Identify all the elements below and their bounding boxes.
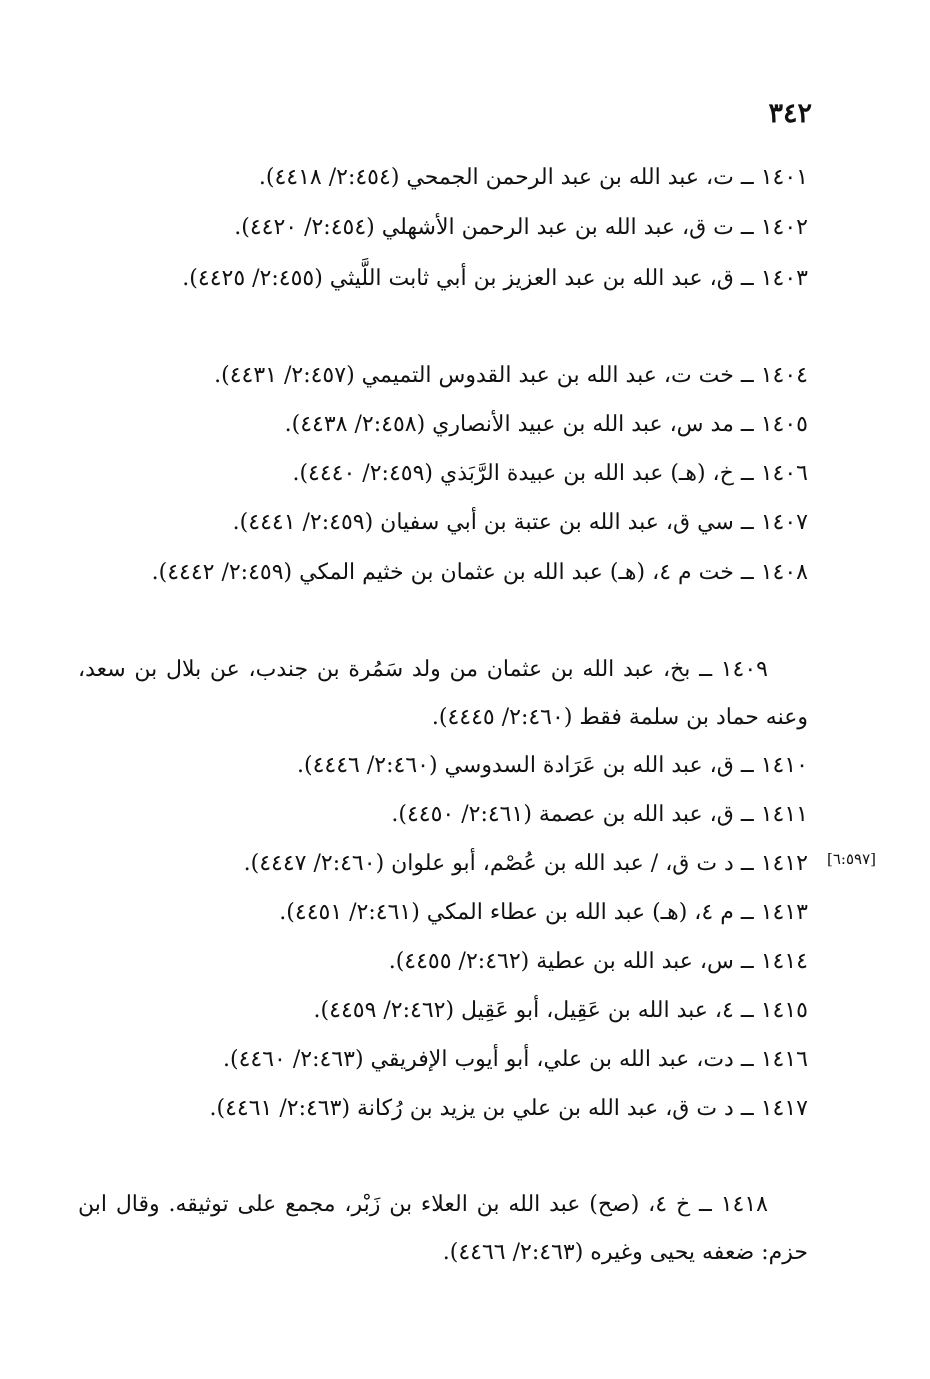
entry-1401: ١٤٠١ ــ ت، عبد الله بن عبد الرحمن الجمحي (٢:٤٥٤/ ٤٤١٨). — [258, 165, 808, 190]
entry-1402: ١٤٠٢ ــ ت ق، عبد الله بن عبد الرحمن الأشهلي (٢:٤٥٤/ ٤٤٢٠). — [234, 215, 808, 240]
entry-1414: ١٤١٤ ــ س، عبد الله بن عطية (٢:٤٦٢/ ٤٤٥٥). — [388, 949, 808, 974]
entry-1410: ١٤١٠ ــ ق، عبد الله بن عَرَادة السدوسي (٢:٤٦٠/ ٤٤٤٦). — [297, 753, 808, 778]
entry-1415: ١٤١٥ ــ ٤، عبد الله بن عَقِيل، أبو عَقِيل (٢:٤٦٢/ ٤٤٥٩). — [313, 998, 808, 1023]
entry-1416: ١٤١٦ ــ دت، عبد الله بن علي، أبو أيوب الإفريقي (٢:٤٦٣/ ٤٤٦٠). — [223, 1047, 808, 1072]
entry-1405: ١٤٠٥ ــ مد س، عبد الله بن عبيد الأنصاري (٢:٤٥٨/ ٤٤٣٨). — [284, 412, 808, 437]
entry-1417: ١٤١٧ ــ د ت ق، عبد الله بن علي بن يزيد بن رُكانة (٢:٤٦٣/ ٤٤٦١). — [209, 1096, 808, 1121]
entry-1407: ١٤٠٧ ــ سي ق، عبد الله بن عتبة بن أبي سفيان (٢:٤٥٩/ ٤٤٤١). — [232, 510, 808, 535]
entry-1409: ١٤٠٩ ــ بخ، عبد الله بن عثمان من ولد سَمُرة بن جندب، عن بلال بن سعد، وعنه حماد بن سلمة فقط (٢:٤٦٠/ ٤٤٤٥). — [78, 657, 808, 730]
margin-reference: [٦:٥٩٧] — [827, 850, 876, 868]
entry-1408: ١٤٠٨ ــ خت م ٤، (هـ) عبد الله بن عثمان بن خثيم المكي (٢:٤٥٩/ ٤٤٤٢). — [151, 560, 808, 585]
entry-1413: ١٤١٣ ــ م ٤، (هـ) عبد الله بن عطاء المكي (٢:٤٦١/ ٤٤٥١). — [279, 900, 808, 925]
entry-1411: ١٤١١ ــ ق، عبد الله بن عصمة (٢:٤٦١/ ٤٤٥٠). — [391, 802, 808, 827]
entry-1412: ١٤١٢ ــ د ت ق، / عبد الله بن عُصْم، أبو علوان (٢:٤٦٠/ ٤٤٤٧). — [243, 851, 808, 876]
entry-1403: ١٤٠٣ ــ ق، عبد الله بن عبد العزيز بن أبي ثابت اللَّيثي (٢:٤٥٥/ ٤٤٢٥). — [182, 266, 808, 291]
page-number: ٣٤٢ — [768, 98, 812, 129]
entry-1406: ١٤٠٦ ــ خ، (هـ) عبد الله بن عبيدة الرَّبَذي (٢:٤٥٩/ ٤٤٤٠). — [292, 461, 808, 486]
entry-1418: ١٤١٨ ــ خ ٤، (صح) عبد الله بن العلاء بن زَبْر، مجمع على توثيقه. وقال ابن حزم: ضعفه يحيى وغيره (٢:٤٦٣/ ٤٤٦٦). — [78, 1192, 808, 1265]
entry-1404: ١٤٠٤ ــ خت ت، عبد الله بن عبد القدوس التميمي (٢:٤٥٧/ ٤٤٣١). — [214, 363, 808, 388]
